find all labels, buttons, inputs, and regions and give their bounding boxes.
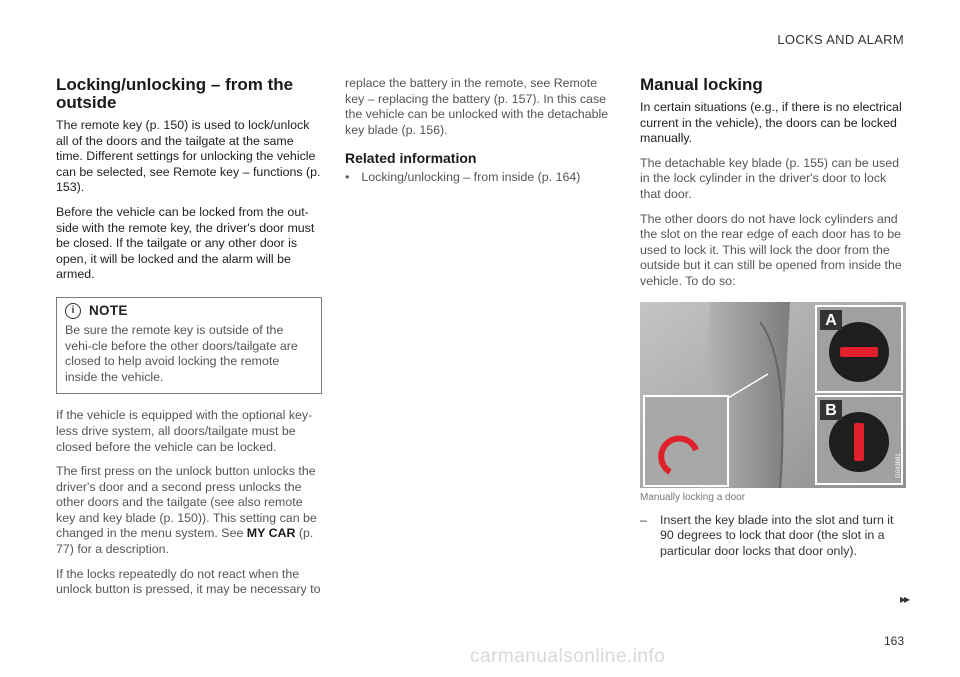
paragraph: Before the vehicle can be locked from the out-side with the remote key, the driver's door must be closed. If the tailgate or any other door is open, it will be locked and the alarm will be armed.	[56, 204, 315, 282]
note-box	[56, 297, 322, 394]
figure-code: G043881	[896, 452, 902, 478]
paragraph: In certain situations (e.g., if there is no electrical current in the vehicle), the doors can be locked manually.	[640, 100, 902, 146]
section-title: Manual locking	[640, 75, 763, 94]
label-b: B	[825, 401, 837, 419]
instruction-step	[640, 513, 906, 560]
related-title: Related information	[345, 150, 477, 167]
page-number: 163	[883, 634, 904, 648]
paragraph: The remote key (p. 150) is used to lock/unlock all of the doors and the tailgate at the same time. Different settings for unlocking the vehicle can be selected, see Remote key – functions (p. 153).	[56, 118, 321, 195]
info-icon: i	[65, 303, 81, 319]
continued-arrow-icon: ▸▸	[899, 592, 908, 606]
section-header: LOCKS AND ALARM	[777, 32, 904, 47]
column-right	[640, 76, 906, 559]
bullet-icon: •	[345, 170, 350, 185]
vertical-slot-icon	[854, 423, 864, 461]
note-text: Be sure the remote key is outside of the vehi-cle before the other doors/tailgate are closed to help avoid locking the remote inside the vehicle.	[65, 322, 298, 384]
paragraph-text: (p. 77) for a description.	[56, 526, 314, 557]
related-link[interactable]	[345, 170, 609, 184]
paragraph: If the locks repeatedly do not react when the unlock button is pressed, it may be necessary to	[56, 566, 321, 597]
horizontal-slot-icon	[840, 347, 878, 357]
section-title: Locking/unlocking – from the outside	[56, 75, 294, 112]
related-link-text: Locking/unlocking – from inside (p. 164)	[361, 170, 581, 185]
paragraph-text: The first press on the unlock button unlocks the driver's door and a second press unlocks the other doors and the tailgate (see also remote key and key blade (p. 150)). This setting can be changed in the menu system. See	[56, 464, 317, 541]
figure-caption: Manually locking a door	[640, 491, 746, 503]
column-middle	[345, 76, 609, 184]
watermark: carmanualsonline.info	[470, 646, 666, 667]
step-dash: –	[640, 512, 647, 527]
menu-reference: MY CAR	[246, 526, 296, 541]
note-title: NOTE	[89, 303, 128, 319]
door-lock-illustration	[640, 302, 906, 488]
paragraph: The other doors do not have lock cylinders and the slot on the rear edge of each door has to be used to lock it. This will lock the door from the outside but it can still be opened from inside the vehicle. To do so:	[640, 211, 902, 288]
paragraph: If the vehicle is equipped with the optional key-less drive system, all doors/tailgate must be closed before the vehicle can be locked.	[56, 408, 313, 454]
note-header	[65, 303, 313, 319]
label-a: A	[825, 311, 837, 329]
step-text: Insert the key blade into the slot and turn it 90 degrees to lock that door (the slot in a particular door locks that door only).	[660, 512, 894, 558]
paragraph	[56, 464, 322, 558]
column-left	[56, 76, 322, 607]
door-lock-figure	[640, 302, 906, 488]
paragraph: The detachable key blade (p. 155) can be used in the lock cylinder in the driver's door to lock that door.	[640, 155, 900, 201]
paragraph: replace the battery in the remote, see Remote key – replacing the battery (p. 157). In this case the vehicle can be unlocked with the detachable key blade (p. 156).	[345, 76, 609, 137]
